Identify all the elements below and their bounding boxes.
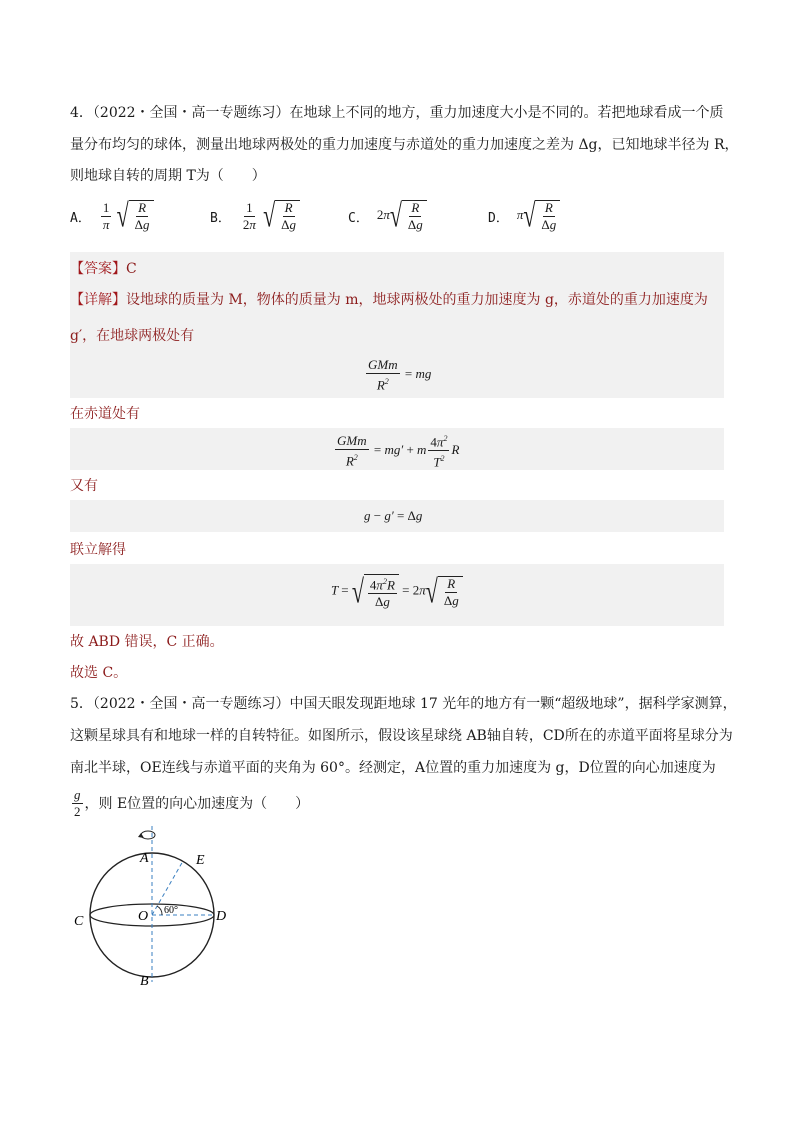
answer-label: 【答案】 (70, 261, 126, 277)
detail-text-1: 设地球的质量为 M，物体的质量为 m，地球两极处的重力加速度为 g，赤道处的重力加速度为 (126, 292, 708, 308)
formula-difference: g − g′ = Δg (364, 508, 423, 523)
option-b[interactable] (210, 196, 300, 234)
option-a-label: A． (70, 210, 91, 226)
conclusion-2: 故选 C。 (70, 665, 128, 681)
q4-line-3: 则地球自转的周期 T为（ ） (70, 168, 266, 184)
q4-line-1: 4．（2022・全国・高一专题练习）在地球上不同的地方，重力加速度大小是不同的。若把地球看成一个质 (70, 105, 724, 121)
formula-pole: $\frac{\text{GMm}}{R^2}$ = mg (368, 357, 432, 393)
answer-value: C (126, 261, 137, 277)
q5-line-4-text: ，则 E位置的向心加速度为（ ） (84, 795, 310, 812)
conclusion-1: 故 ABD 错误，C 正确。 (70, 634, 224, 650)
detail-line-1 (70, 290, 708, 310)
label-e: E (196, 853, 205, 868)
at-equator-text: 在赤道处有 (70, 406, 140, 422)
formula-equator: $\frac{\text{GMm}}{R^2}$ = mg′ + m $\frac{4\pi^2}{T^2}$ R (337, 432, 460, 470)
option-c-label: C． (348, 210, 369, 226)
formula-g-over-2: $\frac{g}{2}$ (74, 787, 81, 819)
label-b: B (140, 974, 149, 989)
answer-line (70, 259, 137, 279)
solve-text: 联立解得 (70, 542, 126, 558)
option-c[interactable] (348, 196, 427, 234)
detail-line-2: g′，在地球两极处有 (70, 328, 195, 344)
label-d: D (216, 909, 227, 924)
q5-line-3: 南北半球，OE连线与赤道平面的夹角为 60°。经测定，A位置的重力加速度为 g，D位置的向心加速度为 (70, 760, 716, 776)
option-d-label: D． (488, 210, 509, 226)
angle-label: 60° (164, 905, 178, 916)
option-d-formula: π √ $\frac{R}{\Delta g}$ (517, 200, 560, 232)
q5-line-2: 这颗星球具有和地球一样的自转特征。如图所示，假设该星球绕 AB轴自转，CD所在的赤道平面将星球分为 (70, 728, 733, 744)
option-a[interactable] (70, 196, 154, 234)
globe-diagram (70, 822, 240, 992)
label-a: A (140, 851, 149, 866)
option-b-formula: $\frac{1}{2\pi}$ √ $\frac{R}{\Delta g}$ (239, 200, 300, 232)
label-o: O (138, 909, 149, 924)
rotation-arrowhead-icon (138, 833, 144, 838)
option-a-formula: $\frac{1}{\pi}$ √ $\frac{R}{\Delta g}$ (99, 200, 154, 232)
q5-line-4 (70, 788, 309, 819)
label-c: C (74, 914, 84, 929)
formula-period: T = √ $\frac{4\pi^2R}{\Delta g}$ = 2π √ $\frac{R}{\Delta g}$ (331, 574, 463, 609)
option-c-formula: 2π √ $\frac{R}{\Delta g}$ (377, 200, 427, 232)
q5-line-1: 5．（2022・全国・高一专题练习）中国天眼发现距地球 17 光年的地方有一颗“超级地球”，据科学家测算， (70, 696, 737, 712)
q4-line-2: 量分布均匀的球体，测量出地球两极处的重力加速度与赤道处的重力加速度之差为 Δg，已知地球半径为 R， (70, 137, 739, 153)
also-text: 又有 (70, 478, 98, 494)
angle-arc (157, 906, 162, 915)
detail-label: 【详解】 (70, 292, 126, 308)
option-b-label: B． (210, 210, 231, 226)
option-d[interactable] (488, 196, 560, 234)
